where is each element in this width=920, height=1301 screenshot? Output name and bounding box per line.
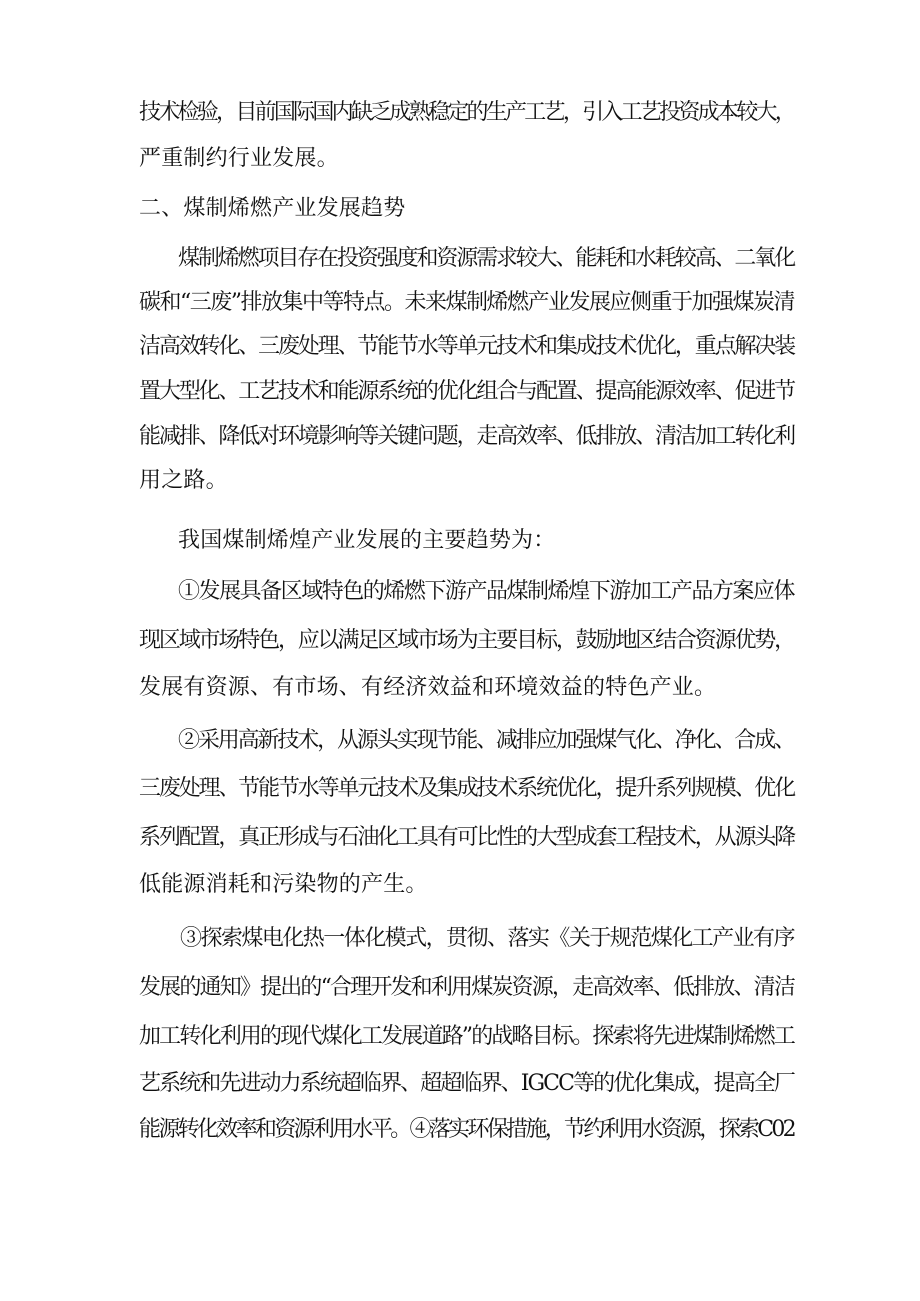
text-line xyxy=(0,868,920,902)
line-text: 系列配置，真正形成与石油化工具有可比性的大型成套工程技术，从源头降 xyxy=(139,825,794,850)
line-text: 我国煤制烯煌产业发展的主要趋势为： xyxy=(178,528,556,553)
line-text: ③探索煤电化热一体化模式，贯彻、落实《关于规范煤化工产业有序 xyxy=(180,926,794,951)
line-text: 洁高效转化、三废处理、节能节水等单元技术和集成技术优化，重点解决装 xyxy=(139,334,794,359)
text-line xyxy=(0,971,920,1005)
text-line xyxy=(0,420,920,454)
text-line xyxy=(0,821,920,855)
line-text: 三废处理、节能节水等单元技术及集成技术系统优化，提升系列规模、优化 xyxy=(139,776,794,801)
line-text: 技术检验，目前国际国内缺乏成熟稳定的生产工艺，引入工艺投资成本较大， xyxy=(139,100,794,125)
text-line xyxy=(0,286,920,320)
line-text: ②采用高新技术，从源头实现节能、减排应加强煤气化、净化、合成、 xyxy=(178,728,794,753)
text-line xyxy=(0,1020,920,1054)
line-text: 严重制约行业发展。 xyxy=(139,146,339,171)
line-text: ①发展具备区域特色的烯燃下游产品煤制烯煌下游加工产品方案应体 xyxy=(178,579,794,604)
text-line xyxy=(0,724,920,758)
text-line xyxy=(0,96,920,130)
text-line xyxy=(0,922,920,956)
line-text: 加工转化利用的现代煤化工发展道路”的战略目标。探索将先进煤制烯燃工 xyxy=(139,1024,794,1049)
heading-text: 二、煤制烯燃产业发展趋势 xyxy=(139,196,406,221)
line-text: 发展的通知》提出的“合理开发和利用煤炭资源，走高效率、低排放、清洁 xyxy=(139,975,794,1000)
line-text: 艺系统和先进动力系统超临界、超超临界、IGCC等的优化集成，提高全厂 xyxy=(139,1071,794,1096)
line-text: 用之路。 xyxy=(139,468,228,493)
text-line xyxy=(0,624,920,658)
text-line xyxy=(0,772,920,806)
text-line xyxy=(0,1113,920,1147)
text-line xyxy=(0,464,920,498)
line-text: 煤制烯燃项目存在投资强度和资源需求较大、能耗和水耗较高、二氧化 xyxy=(178,246,794,271)
text-line xyxy=(0,575,920,609)
line-text: 能源转化效率和资源利用水平。④落实环保措施，节约利用水资源，探索C02 xyxy=(139,1117,794,1142)
text-line xyxy=(0,1067,920,1101)
line-text: 低能源消耗和污染物的产生。 xyxy=(139,872,428,897)
text-line xyxy=(0,671,920,705)
text-line xyxy=(0,524,920,558)
text-line xyxy=(0,375,920,409)
text-line xyxy=(0,142,920,176)
line-text: 碳和“三废”排放集中等特点。未来煤制烯燃产业发展应侧重于加强煤炭清 xyxy=(139,290,794,315)
text-line xyxy=(0,242,920,276)
line-text: 能减排、降低对环境影响等关键问题，走高效率、低排放、清洁加工转化利 xyxy=(139,424,794,449)
line-text: 现区域市场特色，应以满足区域市场为主要目标，鼓励地区结合资源优势， xyxy=(139,628,794,653)
line-text: 发展有资源、有市场、有经济效益和环境效益的特色产业。 xyxy=(139,675,717,700)
section-heading xyxy=(0,192,920,226)
text-line xyxy=(0,330,920,364)
line-text: 置大型化、工艺技术和能源系统的优化组合与配置、提高能源效率、促进节 xyxy=(139,379,794,404)
